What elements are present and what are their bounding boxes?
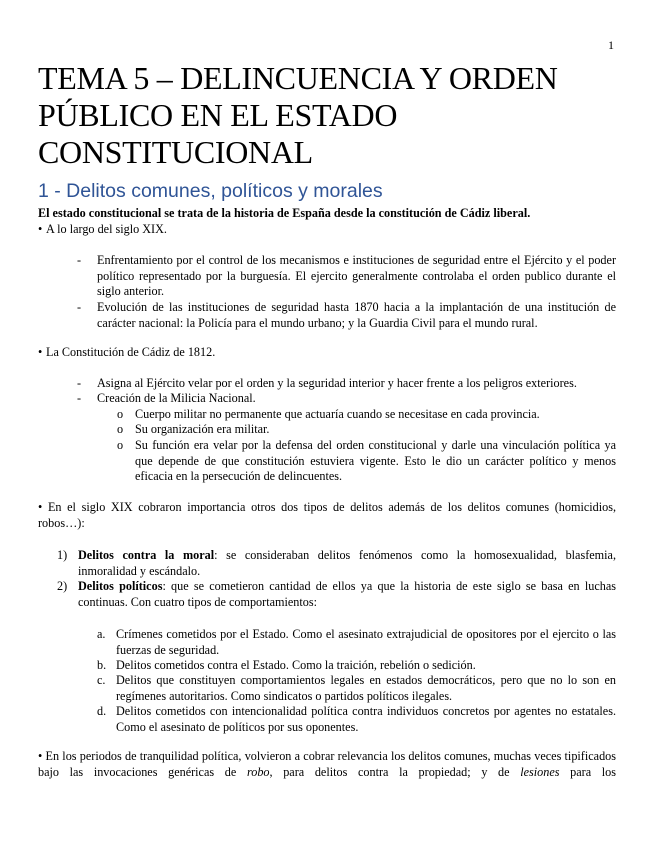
bullet-marker: • bbox=[38, 345, 43, 359]
list-item: Asigna al Ejército velar por el orden y la seguridad interior y hacer frente a los peligros exteriores. bbox=[97, 376, 577, 390]
paragraph-text: para los bbox=[559, 764, 616, 779]
term-label: Delitos contra la moral bbox=[78, 548, 215, 562]
bullet-text: A lo largo del siglo XIX. bbox=[46, 222, 167, 236]
list-item bbox=[78, 548, 616, 579]
circle-marker: o bbox=[117, 407, 124, 421]
list-item: Crímenes cometidos por el Estado. Como el asesinato extrajudicial de opositores por el ejercito o las fuerzas de seguridad. bbox=[116, 627, 616, 657]
section-heading: 1 - Delitos comunes, políticos y morales bbox=[38, 180, 383, 202]
bullet-paragraph bbox=[38, 749, 616, 780]
bullet-marker: • bbox=[38, 749, 43, 763]
circle-marker: o bbox=[117, 438, 124, 452]
letter-marker: c. bbox=[97, 673, 106, 687]
intro-paragraph: El estado constitucional se trata de la historia de España desde la constitución de Cádiz liberal. bbox=[38, 206, 531, 220]
bullet-paragraph bbox=[38, 500, 616, 531]
list-item: Su función era velar por la defensa del orden constitucional y darle una vinculación política ya que depende de que constitución estuviera vigente. Esto le dio un carácter político y menos eficacia en la persecución de delincuentes. bbox=[135, 438, 616, 484]
bullet-text: En el siglo XIX cobraron importancia otros dos tipos de delitos además de los delitos comunes (homicidios, robos…): bbox=[38, 500, 616, 530]
dash-marker: - bbox=[77, 253, 82, 267]
page-number: 1 bbox=[608, 38, 614, 52]
paragraph-text: En los periodos de tranquilidad política, volvieron a cobrar relevancia los delitos comunes, muchas veces tipificados bajo las invocaciones genéricas de bbox=[38, 749, 616, 779]
bullet-marker: • bbox=[38, 500, 43, 514]
paragraph-text: , para delitos contra la propiedad; y de bbox=[269, 764, 521, 779]
list-item: Delitos que constituyen comportamientos legales en estados democráticos, pero que no lo son en regímenes autoritarios. Como sindicatos o partidos políticos ilegales. bbox=[116, 673, 616, 703]
list-item: Enfrentamiento por el control de los mecanismos e instituciones de seguridad entre el Ejército y el poder político representado por la burguesía. El ejercito generalmente controlaba el orden publico durante el siglo anterior. bbox=[97, 253, 616, 299]
letter-marker: d. bbox=[97, 704, 107, 718]
list-item: Su organización era militar. bbox=[135, 422, 270, 436]
bullet-marker: • bbox=[38, 222, 43, 236]
list-item: Delitos cometidos contra el Estado. Como la traición, rebelión o sedición. bbox=[116, 658, 476, 672]
document-title: TEMA 5 – DELINCUENCIA Y ORDEN PÚBLICO EN EL ESTADO CONSTITUCIONAL bbox=[38, 60, 558, 170]
dash-marker: - bbox=[77, 300, 82, 314]
list-item: Cuerpo militar no permanente que actuaría cuando se necesitase en cada provincia. bbox=[135, 407, 540, 421]
number-marker: 2) bbox=[57, 579, 68, 593]
emphasis-term: lesiones bbox=[520, 764, 560, 779]
term-text: : se consideraban delitos fenómenos como la homosexualidad, blasfemia, inmoralidad y escándalo. bbox=[78, 548, 617, 578]
list-item: Delitos cometidos con intencionalidad política contra individuos concretos por agentes no estatales. Como el asesinato de políticos por sus oponentes. bbox=[116, 704, 616, 734]
number-marker: 1) bbox=[57, 548, 68, 562]
term-text: : que se cometieron cantidad de ellos ya que la historia de este siglo se basa en luchas continuas. Con cuatro tipos de comportamientos: bbox=[78, 579, 616, 609]
bullet-text: La Constitución de Cádiz de 1812. bbox=[46, 345, 216, 359]
circle-marker: o bbox=[117, 422, 124, 436]
term-label: Delitos políticos bbox=[78, 579, 163, 593]
dash-marker: - bbox=[77, 376, 82, 390]
dash-marker: - bbox=[77, 391, 82, 405]
list-item: Creación de la Milicia Nacional. bbox=[97, 391, 256, 405]
letter-marker: b. bbox=[97, 658, 107, 672]
list-item: Evolución de las instituciones de seguridad hasta 1870 hacia a la implantación de una institución de carácter nacional: la Policía para el mundo urbano; y la Guardia Civil para el mundo rural. bbox=[97, 300, 616, 330]
letter-marker: a. bbox=[97, 627, 106, 641]
emphasis-term: robo bbox=[246, 764, 270, 779]
list-item bbox=[78, 579, 616, 610]
